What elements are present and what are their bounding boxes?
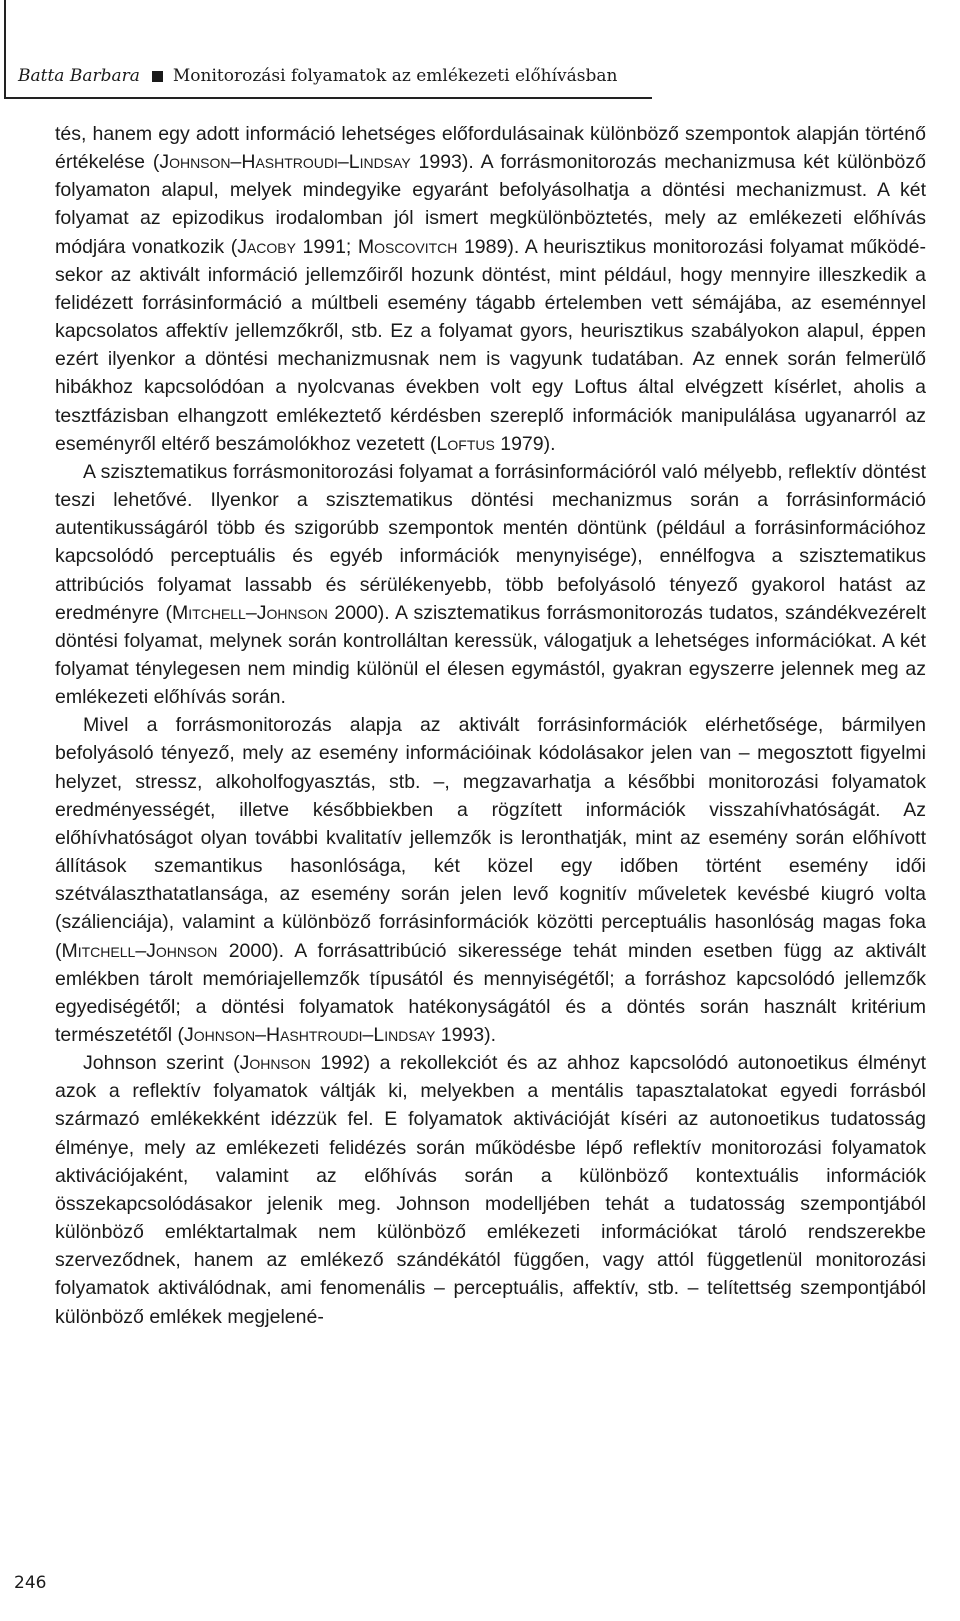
text-run: 1993). A forrásmonitorozás mechanizmusa két különböző folyamaton alapul, melyek mindegyike egyaránt befolyásolhatja a döntési mechanizmust. A két folyamat az epizodikus irodalomban jól ismert megkülönböztetés, mely az emlékezeti előhívás módjára vonatkozik ( xyxy=(55,151,926,258)
body-text xyxy=(55,120,926,1331)
paragraph-1 xyxy=(55,120,926,458)
text-run: 2000). A forrásattribúció sikeressége tehát minden esetben függ az aktivált emlékben tárolt memóriajellemzők típusától és mennyiségétől; a forráshoz kapcsolódó jellemzők egyediségétől; a döntési folyamatok hatékonyságától és a döntés során használt kritérium természetétől ( xyxy=(55,939,926,1046)
page-number: 246 xyxy=(14,1573,47,1593)
citation-author: Mitchell–Johnson xyxy=(172,601,328,624)
header-rule-vertical xyxy=(4,0,6,98)
text-run: 1989). A heurisztikus monitorozási folyamat működésekor az aktivált információ jellemzőiről hozunk döntést, mint például, hogy mennyire illeszkedik a felidézett forrásinformáció a múltbeli esemény tágabb értelemben vett sémájába, az eseménnyel kapcsolatos affektív jellemzőkről, stb. Ez a folyamat gyors, heurisztikus szabályokon alapul, éppen ezért ilyenkor a döntési mechanizmusnak nem is vagyunk tudatában. Az ennek során felmerülő hibákhoz kapcsolódóan a nyolcvanas években volt egy Loftus által elvégzett kísérlet, aholis a tesztfázisban elhangzott emlékeztető kérdésben szereplő információk manipulálása ugyanarról az eseményről eltérő beszámolókhoz vezetett ( xyxy=(55,235,926,455)
citation-author: Mitchell–Johnson xyxy=(61,939,218,962)
text-run: 1991; xyxy=(295,235,358,258)
paragraph-3 xyxy=(55,711,926,1049)
text-run: A szisztematikus forrásmonitorozási folyamat a forrásinformációról való mélyebb, reflektív döntést teszi lehetővé. Ilyenkor a szisztematikus döntési mechanizmus során a forrásinformáció autentikusságáról több és szigorúbb szempontok mentén döntünk (például a forrásinformációhoz kapcsolódó perceptuális és egyéb információk menynyisége), ennélfogva a szisztematikus attribúciós folyamat lassabb és sérülékenyebb, több befolyásoló tényező gyakorol hatást az eredményre ( xyxy=(55,460,926,624)
text-run: tés, hanem egy adott információ lehetséges előfordulásainak különböző szempontok alapján történő értékelése ( xyxy=(55,123,926,174)
header-rule-horizontal xyxy=(4,97,652,99)
text-run: 1993). xyxy=(435,1024,497,1046)
citation-author: Johnson xyxy=(239,1052,311,1075)
header-title: Monitorozási folyamatok az emlékezeti előhívásban xyxy=(172,66,618,86)
paragraph-2 xyxy=(55,458,926,711)
square-bullet-icon xyxy=(152,71,163,82)
text-run: Mivel a forrásmonitorozás alapja az aktivált forrásinformációk elérhetősége, bármilyen befolyásoló tényező, mely az esemény információinak kódolásakor jelen van – megosztott figyelmi helyzet, stressz, alkoholfogyasztás, stb. –, megzavarhatja a későbbi monitorozási folyamatok eredményességét, illetve későbbiekben a rögzített információk visszahívhatóságát. Az előhívhatóságot olyan további kvalitatív jellemzők is leronthatják, mint az esemény során előhívott állítások szemantikus hasonlósága, két közel egy időben történt esemény idői szétválaszthatatlansága, az esemény során jelen levő kognitív műveletek kevésbé kiugró volta (szálienciája), valamint a különböző forrásinformációk közötti perceptuális hasonlóság magas foka ( xyxy=(55,714,926,962)
text-run: Johnson szerint ( xyxy=(83,1052,240,1075)
text-run: 1979). xyxy=(494,432,556,455)
citation-author: Moscovitch xyxy=(357,235,458,258)
citation-author: Johnson–Hashtroudi–Lindsay xyxy=(183,1024,436,1046)
paragraph-4 xyxy=(55,1049,926,1331)
citation-author: Jacoby xyxy=(237,235,296,258)
header-author: Batta Barbara xyxy=(18,66,140,86)
running-header xyxy=(18,66,618,86)
citation-author: Johnson–Hashtroudi–Lindsay xyxy=(159,151,411,174)
citation-author: Loftus xyxy=(436,432,495,455)
text-run: 1992) a rekollekciót és az ahhoz kapcsolódó autonoetikus élményt azok a reflektív folyamatok váltják ki, melyekben a mentális tapasztalatokat egyedi forrásból származó emlékekként idézzük fel. E folyamatok aktivációját kíséri az autonoetikus tudatosság élménye, mely az emlékezeti felidézés során működésbe lépő reflektív monitorozási folyamatok aktivációjaként, valamint az előhívás során a különböző kontextuális információk összekapcsolódásakor jelenik meg. Johnson modelljében tehát a tudatosság szempontjából különböző emléktartalmak nem különböző emlékezeti információkat tároló rendszerekbe szerveződnek, hanem az emlékező szándékától függően, vagy attól függetlenül monitorozási folyamatok aktiválódnak, ami fenomenális – perceptuális, affektív, stb. – telítettség szempontjából különböző emlékek megjelené- xyxy=(55,1052,926,1328)
text-run: 2000). A szisztematikus forrásmonitorozás tudatos, szándékvezérelt döntési folyamat, melynek során kontrolláltan keressük, válogatjuk a lehetséges információkat. A két folyamat ténylegesen nem mindig különül el élesen egymástól, gyakran egyszerre jelennek meg az emlékezeti előhívás során. xyxy=(55,601,927,709)
